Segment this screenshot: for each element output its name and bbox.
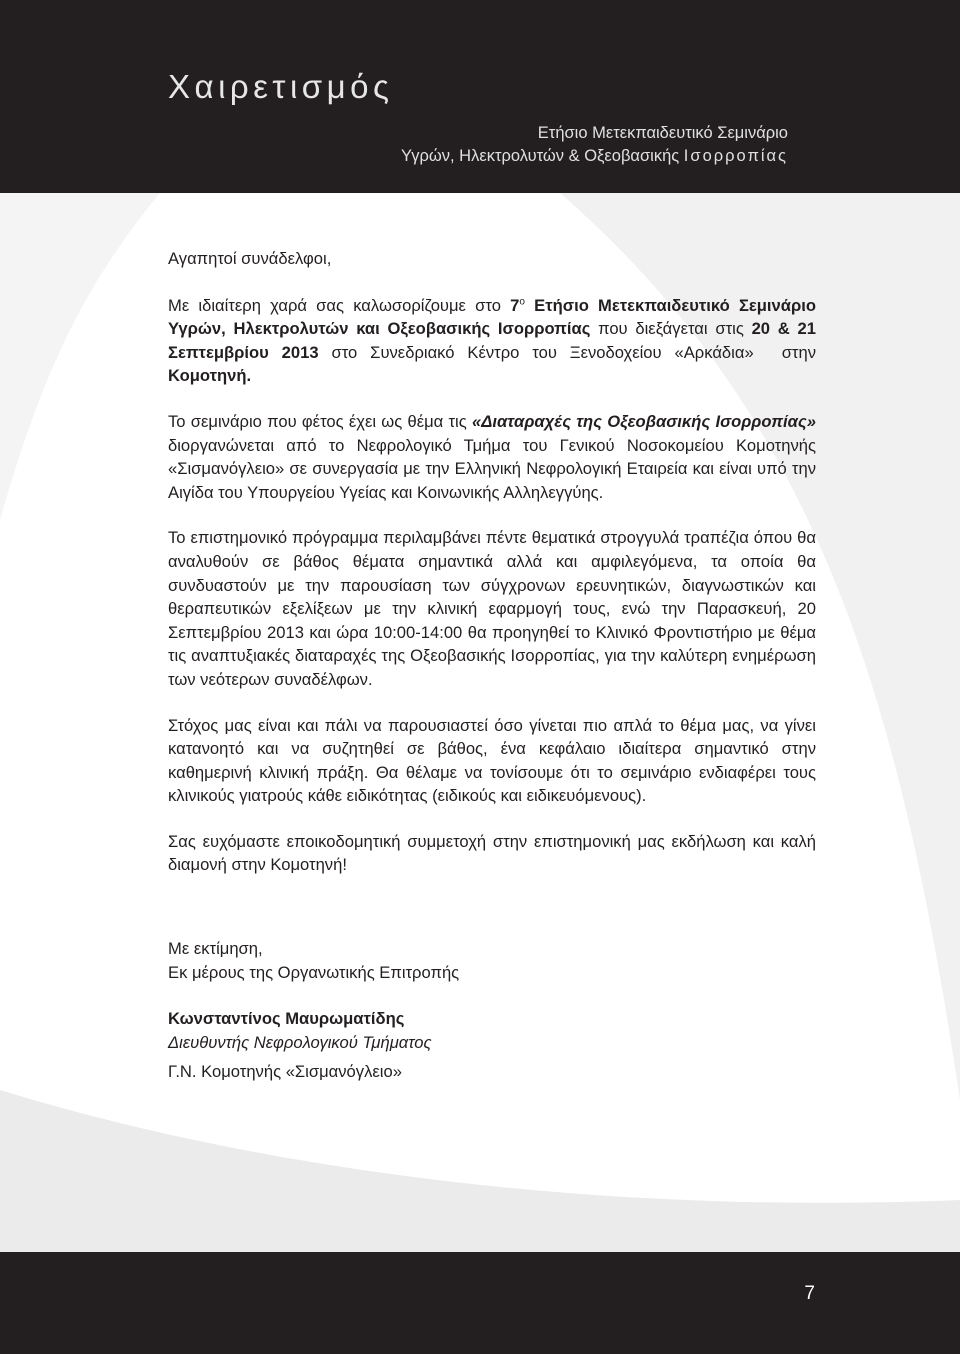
header-subtitle-line1: Ετήσιο Μετεκπαιδευτικό Σεμινάριο <box>537 124 788 142</box>
p1-bold-seminar-name: Ετήσιο Μετεκπαιδευτικό Σεμινάριο Υγρών, Ηλεκτρολυτών και Οξεοβασικής Ισορροπίας <box>168 295 816 339</box>
p1-superscript: ο <box>519 296 525 308</box>
p1-text-1: Με ιδιαίτερη χαρά σας καλωσορίζουμε στο <box>168 295 511 315</box>
letter-body <box>168 247 816 1084</box>
signature-block <box>168 1007 816 1084</box>
paragraph-goal: Στόχος μας είναι και πάλι να παρουσιαστεί όσο γίνεται πιο απλά το θέμα μας, να γίνει κατανοητό και να συζητηθεί σε βάθος, ένα κεφάλαιο ιδιαίτερα σημαντικό στην καθημερινή κλινική πράξη. Θα θέλαμε να τονίσουμε ότι το σεμινάριο ενδιαφέρει τους κλινικούς γιατρούς κάθε ειδικότητας (ειδικούς και ειδικευόμενους). <box>168 715 816 806</box>
signature-name: Κωνσταντίνος Μαυρωματίδης <box>168 1009 405 1029</box>
signature-title: Διευθυντής Νεφρολογικού Τμήματος <box>168 1032 432 1052</box>
p1-bold-dates: 20 & 21 Σεπτεμβρίου 2013 <box>168 319 816 362</box>
page-title: Χαιρετισμός <box>168 68 394 105</box>
closing-committee: Εκ μέρους της Οργανωτικής Επιτροπής <box>168 962 460 982</box>
paragraph-wishes: Σας ευχόμαστε εποικοδομητική συμμετοχή στην επιστημονική μας εκδήλωση και καλή διαμονή στην Κομοτηνή! <box>168 831 816 875</box>
p1-text-3: στο Συνεδριακό Κέντρο του Ξενοδοχείου «Αρκάδια» <box>318 342 754 362</box>
footer-band <box>0 1252 960 1354</box>
header-subtitle-line2-main: Υγρών, Ηλεκτρολυτών & Οξεοβασικής <box>401 147 684 165</box>
paragraph-welcome <box>168 294 816 388</box>
signature-organization: Γ.Ν. Κομοτηνής «Σισμανόγλειο» <box>168 1062 402 1082</box>
swoosh-shape-lower <box>0 1090 960 1252</box>
closing-regards: Με εκτίμηση, <box>168 939 263 959</box>
p1-bold-city: Κομοτηνή. <box>168 366 252 386</box>
header-band <box>0 0 960 193</box>
p1-text-2: που διεξάγεται στις <box>590 319 752 339</box>
letter-closing <box>168 937 816 984</box>
swoosh-shape-left <box>0 193 160 520</box>
p2-text-1: Το σεμινάριο που φέτος έχει ως θέμα τις <box>168 411 472 431</box>
header-subtitle-line2-spaced: Ισορροπίας <box>683 147 788 165</box>
paragraph-theme <box>168 410 816 504</box>
p1-bold-edition: 7 <box>510 295 520 315</box>
header-subtitle-line2 <box>401 147 788 166</box>
p1-text-4: στην <box>781 342 817 362</box>
page-number: 7 <box>804 1283 815 1304</box>
letter-greeting: Αγαπητοί συνάδελφοι, <box>168 249 332 268</box>
p2-bold-italic-theme: «Διαταραχές της Οξεοβασικής Ισορροπίας» <box>471 411 816 431</box>
p2-text-2: διοργανώνεται από το Νεφρολογικό Τμήμα του Γενικού Νοσοκομείου Κομοτηνής «Σισμανόγλειο» σε συνεργασία με την Ελληνική Νεφρολογική Εταιρεία και είναι υπό την Αιγίδα του Υπουργείου Υγείας και Κοινωνικής Αλληλεγγύης. <box>168 435 816 502</box>
paragraph-program: Το επιστημονικό πρόγραμμα περιλαμβάνει πέντε θεματικά στρογγυλά τραπέζια όπου θα αναλυθούν σε βάθος θέματα σημαντικά αλλά και αμφιλεγόμενα, τα οποία θα συνδυαστούν με την παρουσίαση των σύγχρονων ερευνητικών, διαγνωστικών και θεραπευτικών εξελίξεων με την κλινική εφαρμογή τους, ενώ την Παρασκευή, 20 Σεπτεμβρίου 2013 και ώρα 10:00-14:00 θα προηγηθεί το Κλινικό Φροντιστήριο με θέμα τις αναπτυξιακές διαταραχές της Οξεοβασικής Ισορροπίας, για την καλύτερη ενημέρωση των νεότερων συναδέλφων. <box>168 528 816 689</box>
